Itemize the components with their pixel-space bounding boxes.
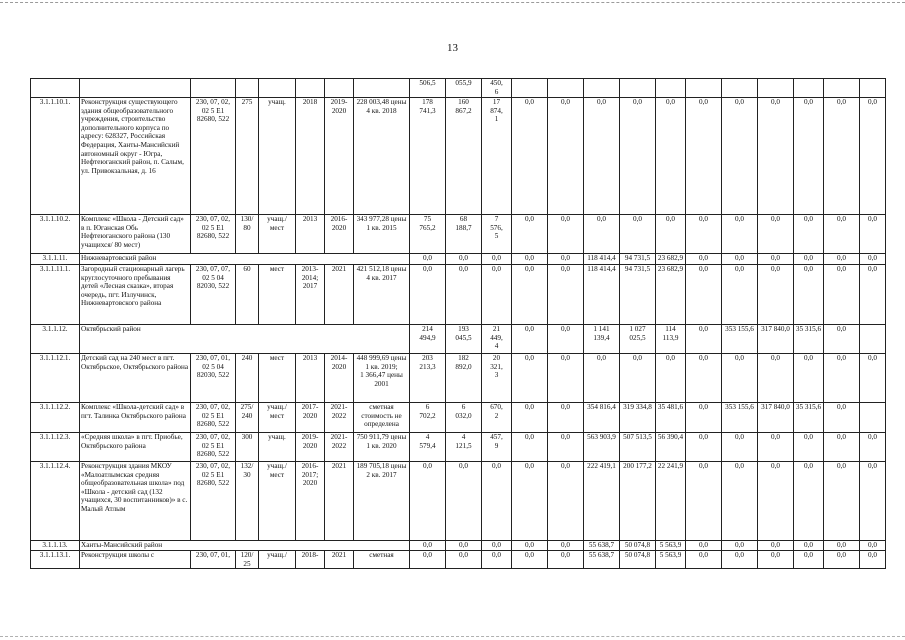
value-cell: 56 390,4	[656, 433, 686, 462]
value-cell: 055,9	[446, 79, 482, 98]
value-cell	[824, 79, 860, 98]
page-number: 13	[447, 42, 458, 54]
value-cell: 0,0	[656, 215, 686, 254]
value-cell: 75 765,2	[410, 215, 446, 254]
table-row	[31, 551, 886, 569]
table-row	[31, 254, 886, 265]
value-cell: 94 731,5	[620, 265, 656, 325]
value-cell: 0,0	[824, 98, 860, 215]
value-cell: мест	[259, 354, 296, 403]
value-cell: 0,0	[410, 254, 446, 265]
value-cell: 5 563,9	[656, 541, 686, 551]
value-cell: 0,0	[512, 541, 548, 551]
value-cell: 193 045,5	[446, 325, 482, 354]
row-code-cell: 3.1.1.12.3.	[31, 433, 80, 462]
value-cell: 0,0	[512, 551, 548, 569]
value-cell: 0,0	[512, 215, 548, 254]
value-cell: 23 682,9	[656, 265, 686, 325]
value-cell: 35 315,6	[794, 325, 824, 354]
value-cell	[584, 79, 620, 98]
value-cell: 0,0	[758, 541, 794, 551]
value-cell: сметная стоимость не определена	[354, 403, 410, 433]
value-cell	[325, 79, 354, 98]
value-cell	[548, 79, 584, 98]
value-cell: 353 155,6	[722, 403, 758, 433]
value-cell: 6 702,2	[410, 403, 446, 433]
value-cell: 0,0	[758, 265, 794, 325]
value-cell: 0,0	[722, 551, 758, 569]
value-cell: 7 576, 5	[482, 215, 512, 254]
value-cell: 317 840,0	[758, 403, 794, 433]
value-cell: 0,0	[548, 254, 584, 265]
value-cell: 0,0	[584, 354, 620, 403]
value-cell: 0,0	[548, 433, 584, 462]
object-name-cell: «Средняя школа» в пгт. Приобье, Октябрьского района	[80, 433, 191, 462]
value-cell: 222 419,1	[584, 462, 620, 541]
value-cell: учащ./ мест	[259, 462, 296, 541]
value-cell: 5 563,9	[656, 551, 686, 569]
value-cell: 0,0	[548, 98, 584, 215]
table-row	[31, 433, 886, 462]
value-cell	[860, 325, 886, 354]
value-cell: 2018-	[296, 551, 325, 569]
value-cell: 230, 07, 07, 02 5 04 82030, 522	[191, 265, 236, 325]
value-cell: 0,0	[482, 462, 512, 541]
value-cell: 0,0	[512, 354, 548, 403]
row-code-cell: 3.1.1.10.2.	[31, 215, 80, 254]
value-cell	[860, 403, 886, 433]
row-code-cell: 3.1.1.12.4.	[31, 462, 80, 541]
value-cell: 0,0	[548, 215, 584, 254]
value-cell: 0,0	[656, 354, 686, 403]
value-cell: 0,0	[446, 254, 482, 265]
value-cell	[860, 79, 886, 98]
value-cell: 0,0	[722, 433, 758, 462]
value-cell: 0,0	[548, 354, 584, 403]
table-row	[31, 98, 886, 215]
row-code-cell: 3.1.1.12.2.	[31, 403, 80, 433]
value-cell: 178 741,3	[410, 98, 446, 215]
value-cell: 0,0	[686, 462, 722, 541]
value-cell: сметная	[354, 551, 410, 569]
value-cell: 0,0	[512, 462, 548, 541]
value-cell: 2021	[325, 462, 354, 541]
row-code-cell: 3.1.1.11.1.	[31, 265, 80, 325]
value-cell: 0,0	[512, 403, 548, 433]
value-cell: 0,0	[722, 98, 758, 215]
value-cell: 0,0	[410, 551, 446, 569]
value-cell: 0,0	[824, 354, 860, 403]
value-cell: 319 334,8	[620, 403, 656, 433]
value-cell: 55 638,7	[584, 541, 620, 551]
value-cell: 0,0	[722, 354, 758, 403]
value-cell: 228 003,48 цены 4 кв. 2018	[354, 98, 410, 215]
value-cell: 0,0	[548, 265, 584, 325]
value-cell: 0,0	[794, 433, 824, 462]
value-cell: 0,0	[794, 354, 824, 403]
row-code-cell: 3.1.1.12.	[31, 325, 80, 354]
value-cell: 0,0	[548, 541, 584, 551]
value-cell: 0,0	[446, 541, 482, 551]
value-cell: 0,0	[512, 254, 548, 265]
value-cell: 2021	[325, 551, 354, 569]
value-cell: 2013	[296, 354, 325, 403]
value-cell: 275/ 240	[236, 403, 259, 433]
value-cell: 4 121,5	[446, 433, 482, 462]
value-cell: 160 867,2	[446, 98, 482, 215]
object-name-cell: Загородный стационарный лагерь круглосуточного пребывания детей «Лесная сказка», вторая очередь, пгт. Излучинск, Нижневартовского района	[80, 265, 191, 325]
value-cell: 0,0	[860, 265, 886, 325]
value-cell: 0,0	[446, 462, 482, 541]
value-cell: 0,0	[794, 551, 824, 569]
object-name-cell: Комплекс «Школа-детский сад» в пгт. Талинка Октябрьского района	[80, 403, 191, 433]
row-code-cell: 3.1.1.12.1.	[31, 354, 80, 403]
investment-program-table	[30, 78, 886, 569]
value-cell: 0,0	[686, 254, 722, 265]
value-cell: 0,0	[584, 215, 620, 254]
value-cell: 2019- 2020	[325, 98, 354, 215]
value-cell: 0,0	[482, 541, 512, 551]
value-cell: 23 682,9	[656, 254, 686, 265]
value-cell: 0,0	[824, 462, 860, 541]
table-row	[31, 354, 886, 403]
value-cell: 118 414,4	[584, 254, 620, 265]
table-row	[31, 79, 886, 98]
value-cell: 50 074,8	[620, 541, 656, 551]
value-cell: 118 414,4	[584, 265, 620, 325]
district-name-cell: Ханты-Мансийский район	[80, 541, 410, 551]
value-cell: 0,0	[758, 433, 794, 462]
object-name-cell: Комплекс «Школа - Детский сад» в п. Юганская Обь Нефтеюганского района (130 учащихся/ 80 мест)	[80, 215, 191, 254]
value-cell: 0,0	[758, 254, 794, 265]
value-cell: 0,0	[860, 98, 886, 215]
value-cell: 0,0	[656, 98, 686, 215]
value-cell: 0,0	[482, 265, 512, 325]
value-cell: 2013	[296, 215, 325, 254]
value-cell: 2018	[296, 98, 325, 215]
value-cell: 0,0	[686, 541, 722, 551]
value-cell: 670, 2	[482, 403, 512, 433]
value-cell: 354 816,4	[584, 403, 620, 433]
value-cell: 0,0	[686, 98, 722, 215]
value-cell: 0,0	[686, 551, 722, 569]
value-cell: 230, 07, 02, 02 5 E1 82680, 522	[191, 433, 236, 462]
value-cell: 0,0	[512, 433, 548, 462]
value-cell: 240	[236, 354, 259, 403]
value-cell: 182 892,0	[446, 354, 482, 403]
value-cell: 0,0	[794, 541, 824, 551]
row-code-cell	[31, 79, 80, 98]
value-cell: 0,0	[860, 551, 886, 569]
value-cell: 0,0	[686, 354, 722, 403]
value-cell: 563 903,9	[584, 433, 620, 462]
value-cell: 0,0	[410, 265, 446, 325]
value-cell: 0,0	[824, 403, 860, 433]
value-cell: 2016- 2020	[325, 215, 354, 254]
value-cell: 20 321, 3	[482, 354, 512, 403]
value-cell: 189 705,18 цены 2 кв. 2017	[354, 462, 410, 541]
value-cell: 0,0	[512, 325, 548, 354]
value-cell: 0,0	[860, 541, 886, 551]
value-cell: 506,5	[410, 79, 446, 98]
table-row	[31, 462, 886, 541]
value-cell: 0,0	[860, 433, 886, 462]
value-cell	[656, 79, 686, 98]
value-cell: 353 155,6	[722, 325, 758, 354]
value-cell: 2017- 2020	[296, 403, 325, 433]
value-cell: 0,0	[794, 462, 824, 541]
value-cell: 35 315,6	[794, 403, 824, 433]
value-cell: 0,0	[794, 98, 824, 215]
value-cell: 55 638,7	[584, 551, 620, 569]
value-cell: мест	[259, 265, 296, 325]
value-cell: 343 977,28 цены 1 кв. 2015	[354, 215, 410, 254]
value-cell: 0,0	[722, 541, 758, 551]
value-cell	[758, 79, 794, 98]
value-cell	[722, 79, 758, 98]
row-code-cell: 3.1.1.10.1.	[31, 98, 80, 215]
row-code-cell: 3.1.1.11.	[31, 254, 80, 265]
value-cell: 60	[236, 265, 259, 325]
value-cell: 0,0	[584, 98, 620, 215]
value-cell: 0,0	[482, 551, 512, 569]
value-cell: 0,0	[620, 354, 656, 403]
value-cell: 2021	[325, 265, 354, 325]
value-cell: 0,0	[410, 462, 446, 541]
value-cell	[296, 79, 325, 98]
value-cell: 0,0	[860, 254, 886, 265]
value-cell: 230, 07, 02, 02 5 E1 82680, 522	[191, 98, 236, 215]
value-cell	[236, 79, 259, 98]
district-name-cell: Нижневартовский район	[80, 254, 410, 265]
value-cell: 35 481,6	[656, 403, 686, 433]
table-row	[31, 215, 886, 254]
value-cell: 0,0	[548, 551, 584, 569]
value-cell: 300	[236, 433, 259, 462]
value-cell: 0,0	[824, 265, 860, 325]
value-cell: 130/ 80	[236, 215, 259, 254]
object-name-cell	[80, 79, 191, 98]
value-cell: 120/ 25	[236, 551, 259, 569]
value-cell: 0,0	[446, 265, 482, 325]
value-cell: 750 911,79 цены 1 кв. 2020	[354, 433, 410, 462]
value-cell: учащ.	[259, 98, 296, 215]
value-cell: 0,0	[548, 403, 584, 433]
value-cell: 0,0	[446, 551, 482, 569]
value-cell: 203 213,3	[410, 354, 446, 403]
value-cell: 50 074,8	[620, 551, 656, 569]
value-cell: 2016- 2017; 2020	[296, 462, 325, 541]
value-cell: 2019- 2020	[296, 433, 325, 462]
row-code-cell: 3.1.1.13.1.	[31, 551, 80, 569]
value-cell: 114 113,9	[656, 325, 686, 354]
district-name-cell: Октябрьский район	[80, 325, 410, 354]
value-cell	[794, 79, 824, 98]
value-cell	[191, 79, 236, 98]
value-cell: 0,0	[686, 215, 722, 254]
value-cell: 0,0	[758, 551, 794, 569]
value-cell: 0,0	[794, 215, 824, 254]
value-cell	[686, 79, 722, 98]
value-cell: 17 874, 1	[482, 98, 512, 215]
value-cell: 0,0	[824, 215, 860, 254]
table-row	[31, 325, 886, 354]
value-cell	[620, 79, 656, 98]
value-cell: 0,0	[512, 98, 548, 215]
value-cell: учащ./ мест	[259, 215, 296, 254]
value-cell: учащ./	[259, 551, 296, 569]
value-cell: 0,0	[548, 325, 584, 354]
value-cell	[259, 79, 296, 98]
value-cell: 421 512,18 цены 4 кв. 2017	[354, 265, 410, 325]
value-cell: 230, 07, 01,	[191, 551, 236, 569]
top-scan-edge	[0, 2, 905, 3]
value-cell: 214 494,9	[410, 325, 446, 354]
value-cell: 0,0	[794, 254, 824, 265]
value-cell: 22 241,9	[656, 462, 686, 541]
value-cell: 1 141 139,4	[584, 325, 620, 354]
value-cell: 0,0	[758, 462, 794, 541]
table-row	[31, 403, 886, 433]
value-cell: 0,0	[686, 325, 722, 354]
value-cell: 68 188,7	[446, 215, 482, 254]
value-cell: 0,0	[410, 541, 446, 551]
value-cell: 457, 9	[482, 433, 512, 462]
value-cell: 200 177,2	[620, 462, 656, 541]
value-cell: 6 032,0	[446, 403, 482, 433]
value-cell	[512, 79, 548, 98]
value-cell: 2021- 2022	[325, 403, 354, 433]
object-name-cell: Реконструкция школы с	[80, 551, 191, 569]
value-cell: 0,0	[722, 254, 758, 265]
object-name-cell: Реконструкция существующего здания общеобразовательного учреждения, строительство дополнительного корпуса по адресу: 628327, Российская Федерация, Ханты-Мансийский автономный округ - Югра, Нефтеюганский район, п. Салым, ул. Привокзальная, д. 16	[80, 98, 191, 215]
value-cell: 2014- 2020	[325, 354, 354, 403]
value-cell: 0,0	[824, 325, 860, 354]
table-row	[31, 541, 886, 551]
value-cell: 317 840,0	[758, 325, 794, 354]
value-cell: 2013- 2014; 2017	[296, 265, 325, 325]
value-cell: 0,0	[758, 354, 794, 403]
value-cell: 0,0	[860, 215, 886, 254]
value-cell: 230, 07, 02, 02 5 E1 82680, 522	[191, 403, 236, 433]
value-cell: 0,0	[824, 551, 860, 569]
value-cell: 0,0	[512, 265, 548, 325]
value-cell	[354, 79, 410, 98]
value-cell: 0,0	[620, 98, 656, 215]
value-cell: 4 579,4	[410, 433, 446, 462]
value-cell: 0,0	[794, 265, 824, 325]
row-code-cell: 3.1.1.13.	[31, 541, 80, 551]
value-cell: 0,0	[548, 462, 584, 541]
value-cell: 230, 07, 01, 02 5 04 82030, 522	[191, 354, 236, 403]
value-cell: 0,0	[824, 254, 860, 265]
table-row	[31, 265, 886, 325]
object-name-cell: Детский сад на 240 мест в пгт. Октябрьское, Октябрьского района	[80, 354, 191, 403]
value-cell: 0,0	[686, 403, 722, 433]
value-cell: 230, 07, 02, 02 5 E1 82680, 522	[191, 215, 236, 254]
bottom-scan-edge	[0, 636, 905, 637]
value-cell: 21 449, 4	[482, 325, 512, 354]
value-cell: 0,0	[824, 541, 860, 551]
value-cell: 0,0	[722, 215, 758, 254]
value-cell: 0,0	[824, 433, 860, 462]
value-cell: 132/ 30	[236, 462, 259, 541]
value-cell: 0,0	[620, 215, 656, 254]
value-cell: 0,0	[722, 265, 758, 325]
value-cell: 0,0	[758, 98, 794, 215]
value-cell: 230, 07, 02, 02 5 E1 82680, 522	[191, 462, 236, 541]
value-cell: 0,0	[686, 433, 722, 462]
value-cell: 0,0	[860, 354, 886, 403]
value-cell: 0,0	[686, 265, 722, 325]
value-cell: 507 513,5	[620, 433, 656, 462]
value-cell: 0,0	[482, 254, 512, 265]
value-cell: 0,0	[758, 215, 794, 254]
value-cell: 275	[236, 98, 259, 215]
value-cell: 448 999,69 цены 1 кв. 2019; 1 366,47 цены 2001	[354, 354, 410, 403]
value-cell: учащ./ мест	[259, 403, 296, 433]
object-name-cell: Реконструкция здания МКОУ «Малоатлымская средняя общеобразовательная школа» под «Школа - детский сад (132 учащихся, 30 воспитанников)» в с. Малый Атлым	[80, 462, 191, 541]
value-cell: 1 027 025,5	[620, 325, 656, 354]
value-cell: 450, 6	[482, 79, 512, 98]
value-cell: 0,0	[860, 462, 886, 541]
value-cell: 0,0	[722, 462, 758, 541]
value-cell: 94 731,5	[620, 254, 656, 265]
value-cell: учащ.	[259, 433, 296, 462]
value-cell: 2021- 2022	[325, 433, 354, 462]
